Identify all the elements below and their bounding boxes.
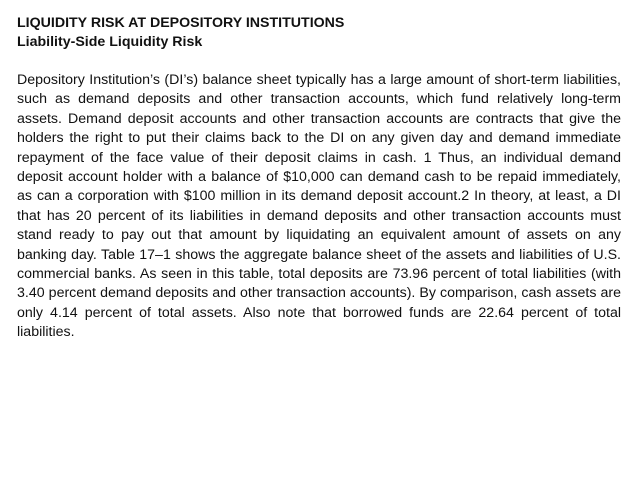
document-subtitle: Liability-Side Liquidity Risk: [17, 34, 203, 50]
body-paragraph: Depository Institution’s (DI’s) balance sheet typically has a large amount of short-term liabilities, such as demand deposits and other transaction accounts, which fund relatively long-term assets. Demand deposit accounts and other transaction accounts are contracts that give the holders the right to put their claims back to the DI on any given day and demand immediate repayment of the face value of their deposit claims in cash. 1 Thus, an individual demand deposit account holder with a balance of $10,000 can demand cash to be repaid immediately, as can a corporation with $100 million in its demand deposit account.2 In theory, at least, a DI that has 20 percent of its liabilities in demand deposits and other transaction accounts must stand ready to pay out that amount by liquidating an equivalent amount of assets on any banking day. Table 17–1 shows the aggregate balance sheet of the assets and liabilities of U.S. commercial banks. As seen in this table, total deposits are 73.96 percent of total liabilities (with 3.40 percent demand deposits and other transaction accounts). By comparison, cash assets are only 4.14 percent of total assets. Also note that borrowed funds are 22.64 percent of total liabilities.: [17, 72, 621, 341]
document-page: [17, 14, 621, 343]
document-title: LIQUIDITY RISK AT DEPOSITORY INSTITUTIONS: [17, 15, 345, 31]
